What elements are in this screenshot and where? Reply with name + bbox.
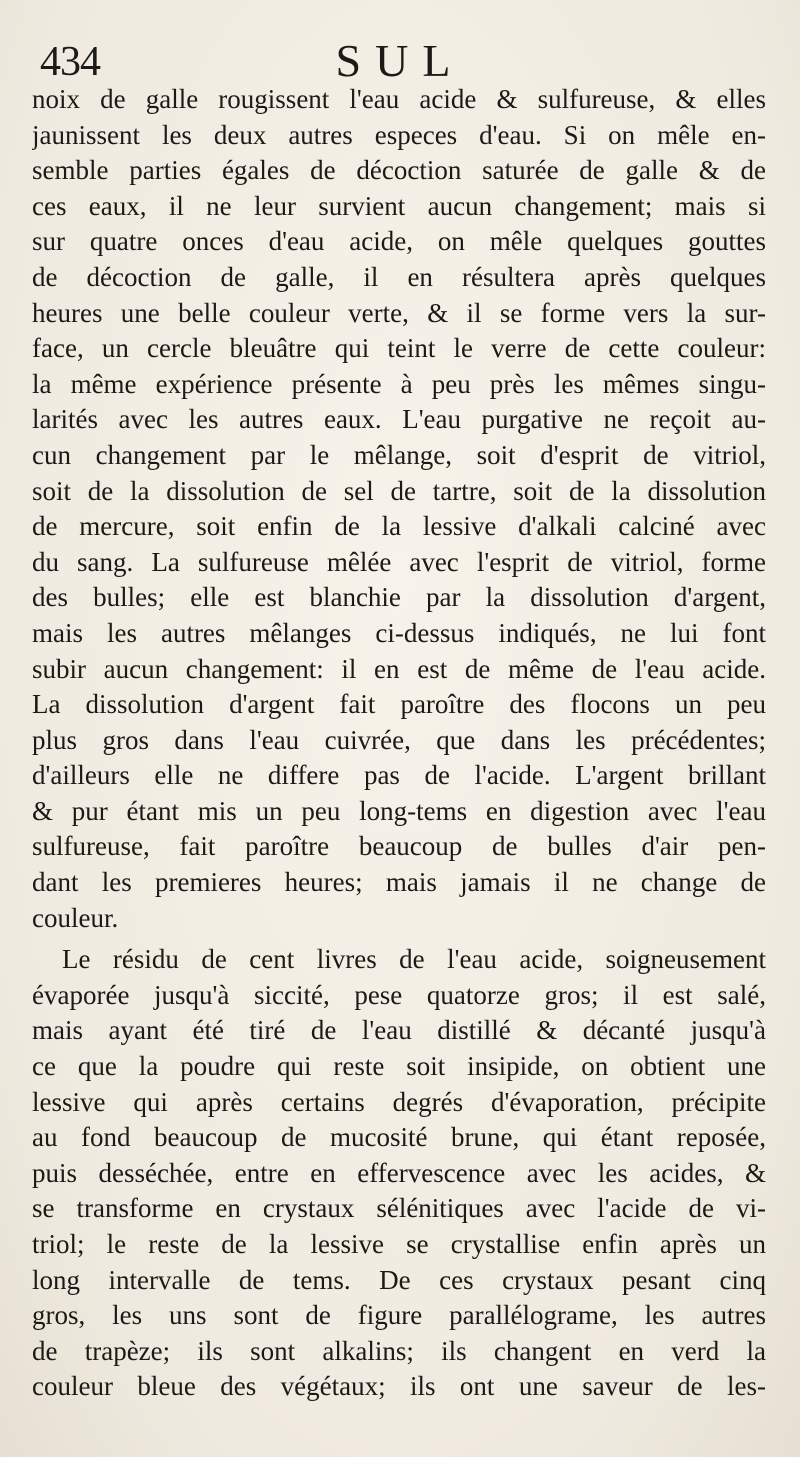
text-line: face, un cercle bleuâtre qui teint le verre de cette couleur: <box>32 333 766 364</box>
text-line: du sang. La sulfureuse mêlée avec l'esprit de vitriol, forme <box>32 546 766 577</box>
text-line: noix de galle rougissent l'eau acide & sulfureuse, & elles <box>32 84 766 114</box>
body-text <box>32 82 766 1405</box>
text-line: de mercure, soit enfin de la lessive d'alkali calciné avec <box>32 511 766 542</box>
paragraph-1 <box>32 82 766 936</box>
text-line: évaporée jusqu'à siccité, pese quatorze gros; il est salé, <box>32 979 766 1010</box>
text-line: d'ailleurs elle ne differe pas de l'acide. L'argent brillant <box>32 760 766 791</box>
text-line: & pur étant mis un peu long-tems en digestion avec l'eau <box>32 795 766 826</box>
text-line: semble parties égales de décoction saturée de galle & de <box>32 155 766 186</box>
text-line: ce que la poudre qui reste soit insipide, on obtient une <box>32 1051 766 1082</box>
text-line: larités avec les autres eaux. L'eau purgative ne reçoit au- <box>32 404 766 435</box>
page-header <box>34 28 766 88</box>
text-line: triol; le reste de la lessive se crystallise enfin après un <box>32 1229 766 1259</box>
text-line: dant les premieres heures; mais jamais il ne change de <box>32 867 766 898</box>
text-line: des bulles; elle est blanchie par la dissolution d'argent, <box>32 582 766 613</box>
text-line: jaunissent les deux autres especes d'eau. Si on mêle en- <box>32 119 766 150</box>
text-line: sulfureuse, fait paroître beaucoup de bulles d'air pen- <box>32 831 766 862</box>
text-line: couleur. <box>32 902 119 933</box>
text-line: ces eaux, il ne leur survient aucun changement; mais si <box>32 190 766 221</box>
text-line: lessive qui après certains degrés d'évaporation, précipite <box>32 1086 766 1117</box>
text-line: sur quatre onces d'eau acide, on mêle quelques gouttes <box>32 226 766 257</box>
text-line: de décoction de galle, il en résultera après quelques <box>32 261 766 292</box>
text-line: la même expérience présente à peu près les mêmes singu- <box>32 368 766 399</box>
text-line: puis desséchée, entre en effervescence avec les acides, & <box>32 1157 766 1188</box>
text-line: long intervalle de tems. De ces crystaux pesant cinq <box>32 1264 766 1295</box>
page-number: 434 <box>40 39 100 85</box>
text-line: plus gros dans l'eau cuivrée, que dans les précédentes; <box>32 724 766 755</box>
text-line: mais les autres mêlanges ci-dessus indiqués, ne lui font <box>32 617 766 648</box>
paragraph-2 <box>32 942 766 1405</box>
text-line: de trapèze; ils sont alkalins; ils changent en verd la <box>32 1335 766 1366</box>
text-line: soit de la dissolution de sel de tartre, soit de la dissolution <box>32 475 766 506</box>
text-line: se transforme en crystaux sélénitiques avec l'acide de vi- <box>32 1193 766 1224</box>
text-line: au fond beaucoup de mucosité brune, qui étant reposée, <box>32 1122 766 1153</box>
text-line: couleur bleue des végétaux; ils ont une saveur de les- <box>32 1371 766 1402</box>
text-line: Le résidu de cent livres de l'eau acide, soigneusement <box>62 944 766 975</box>
text-line: gros, les uns sont de figure parallélograme, les autres <box>32 1300 766 1331</box>
text-line: cun changement par le mêlange, soit d'esprit de vitriol, <box>32 439 766 470</box>
text-line: heures une belle couleur verte, & il se forme vers la sur- <box>32 297 766 328</box>
running-head: SUL <box>335 35 465 86</box>
text-line: mais ayant été tiré de l'eau distillé & décanté jusqu'à <box>32 1015 766 1046</box>
text-line: subir aucun changement: il en est de même de l'eau acide. <box>32 653 766 684</box>
text-line: La dissolution d'argent fait paroître des flocons un peu <box>32 689 766 720</box>
